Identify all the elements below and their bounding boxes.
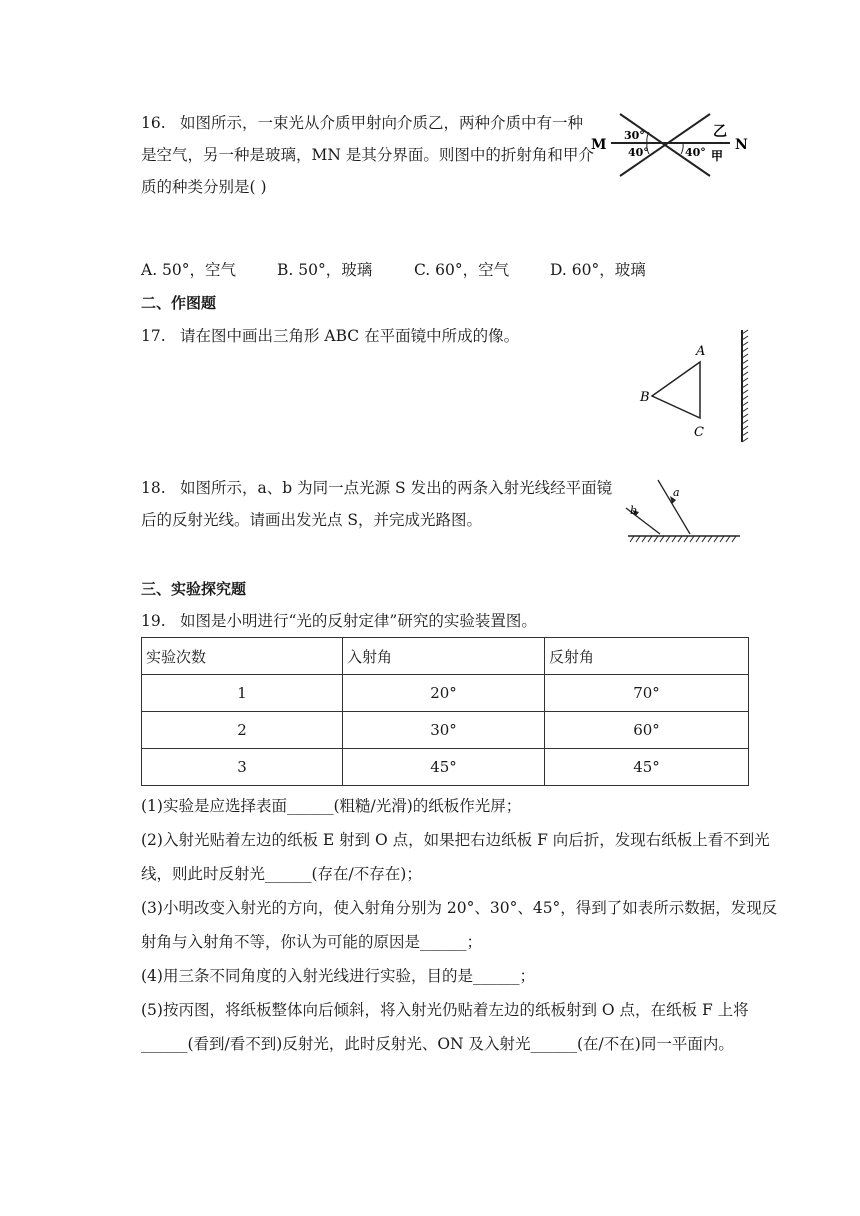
q19-part5-line1: (5)按丙图，将纸板整体向后倾斜，将入射光仍贴着左边的纸板射到 O 点，在纸板 F 上将 [141, 1001, 749, 1019]
table-cell: 1 [142, 675, 343, 712]
q19-intro: 如图是小明进行“光的反射定律”研究的实验装置图。 [180, 612, 537, 630]
table-header-row [142, 638, 749, 675]
q18-label-b: b [630, 504, 638, 517]
q16-angle-40-right: 40° [685, 146, 706, 159]
q16-option-a: A. 50°，空气 [141, 261, 237, 279]
q16-option-d: D. 60°，玻璃 [550, 261, 646, 279]
section-heading-drawing: 二、作图题 [141, 294, 217, 312]
q17-label-C: C [694, 425, 704, 440]
table-cell: 2 [142, 712, 343, 749]
q16-line3: 质的种类分别是( ) [141, 178, 267, 196]
q16-label-M: M [591, 137, 607, 153]
q19-part5-line2: ______(看到/看不到)反射光，此时反射光、ON 及入射光______(在/不在)同一平面内。 [141, 1035, 734, 1053]
q19-data-table [141, 637, 749, 786]
table-cell: 45° [545, 749, 749, 786]
q16-option-c: C. 60°，空气 [414, 261, 510, 279]
q16-label-N: N [735, 137, 748, 153]
q19-part3-line1: (3)小明改变入射光的方向，使入射角分别为 20°、30°、45°，得到了如表所示数据，发现反 [141, 899, 778, 917]
table-header-cell: 入射角 [343, 638, 545, 675]
q19-part4: (4)用三条不同角度的入射光线进行实验，目的是______； [141, 967, 535, 985]
q18-mirror-figure [620, 474, 745, 546]
table-row [142, 749, 749, 786]
q16-refraction-figure [585, 108, 755, 182]
table-cell: 30° [343, 712, 545, 749]
table-cell: 3 [142, 749, 343, 786]
q17-text: 请在图中画出三角形 ABC 在平面镜中所成的像。 [180, 327, 520, 345]
q16-angle-40-left: 40° [628, 146, 649, 159]
table-cell: 70° [545, 675, 749, 712]
q16-medium-yi: 乙 [713, 124, 727, 140]
table-header-cell: 反射角 [545, 638, 749, 675]
q19-part1: (1)实验是应选择表面______(粗糙/光滑)的纸板作光屏； [141, 797, 522, 815]
q18-line1: 如图所示，a、b 为同一点光源 S 发出的两条入射光线经平面镜 [180, 479, 613, 497]
q19-number: 19. [141, 612, 166, 630]
table-cell: 60° [545, 712, 749, 749]
section-heading-experiment: 三、实验探究题 [141, 580, 247, 598]
q19-part3-line2: 射角与入射角不等，你认为可能的原因是______； [141, 933, 483, 951]
q17-number: 17. [141, 327, 166, 345]
q16-line2: 是空气，另一种是玻璃，MN 是其分界面。则图中的折射角和甲介 [141, 146, 594, 164]
table-cell: 45° [343, 749, 545, 786]
q16-number: 16. [141, 114, 166, 132]
table-cell: 20° [343, 675, 545, 712]
q18-label-a: a [673, 486, 680, 499]
table-row [142, 675, 749, 712]
q19-part2-line1: (2)入射光贴着左边的纸板 E 射到 O 点，如果把右边纸板 F 向后折，发现右纸板上看不到光 [141, 831, 770, 849]
q17-mirror-figure [630, 328, 755, 446]
q18-line2: 后的反射光线。请画出发光点 S，并完成光路图。 [141, 511, 483, 529]
q18-number: 18. [141, 479, 166, 497]
q16-line1: 如图所示，一束光从介质甲射向介质乙，两种介质中有一种 [180, 114, 584, 132]
q16-angle-30: 30° [624, 129, 645, 142]
q17-label-B: B [640, 390, 650, 405]
q17-label-A: A [696, 344, 706, 359]
table-row [142, 712, 749, 749]
q16-medium-jia: 甲 [711, 149, 724, 163]
q19-part2-line2: 线，则此时反射光______(存在/不存在)； [141, 865, 422, 883]
table-header-cell: 实验次数 [142, 638, 343, 675]
q16-option-b: B. 50°，玻璃 [277, 261, 373, 279]
